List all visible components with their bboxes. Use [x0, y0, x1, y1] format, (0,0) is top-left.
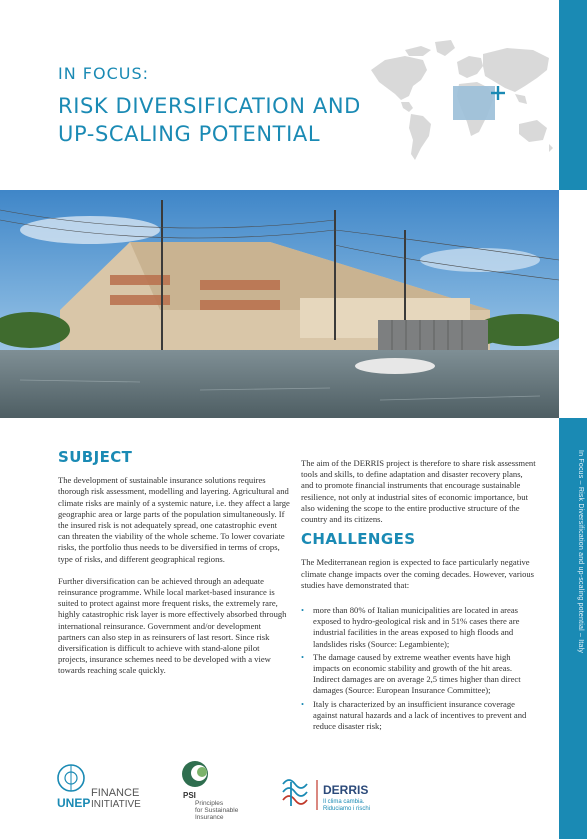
- list-item: • more than 80% of Italian municipalities are located in areas exposed to hydro-geological risk and in 51% cases there are industrial facilities in the areas exposed to high floods and landslides risks (Source: Legambiente);: [301, 605, 536, 650]
- right-column: [301, 458, 536, 734]
- kicker: IN FOCUS:: [58, 64, 149, 83]
- challenges-list: [301, 605, 536, 732]
- partner-logos: [55, 760, 555, 820]
- world-map-icon: [365, 36, 555, 166]
- challenges-intro: The Mediterranean region is expected to face particularly negative climate change impacts over the coming decades. However, various studies have demonstrated that:: [301, 557, 535, 590]
- initiative-label: INITIATIVE: [91, 799, 141, 810]
- derris-label: DERRIS: [323, 783, 369, 797]
- subject-paragraph-2: Further diversification can be achieved through an adequate reinsurance programme. While local market-based insurance is suited to protect against more frequent risks, the extremely rare, highly catastrophic risk layer is more effectively absorbed through international reinsurance. Government and/or development partners can also step in as reinsurers of last resort. Since risk diversification is difficult to achieve with stand-alone pilot projects, insurance schemes need to be developed with a view towards reaching scale quickly.: [58, 575, 287, 676]
- sidebar-top-band: [559, 0, 587, 190]
- subject-heading: SUBJECT: [58, 448, 133, 466]
- derris-tagline-1: Il clima cambia.: [323, 799, 365, 805]
- psi-for-sustainable-label: for Sustainable: [195, 807, 239, 814]
- aim-paragraph: The aim of the DERRIS project is therefore to share risk assessment tools and skills, to define adaptation and disaster recovery plans, and to promote financial instruments that encourage sustainable resilience, not only at industrial sites of economic importance, but also widening the scope to the entire productive structure of the country and its citizens.: [301, 458, 536, 525]
- subject-section: [58, 448, 290, 688]
- psi-emblem-icon: [182, 761, 208, 787]
- subject-paragraph-1: The development of sustainable insurance solutions requires thorough risk assessment, modelling and layering. Agricultural and climate risks are mainly of a systemic nature, i.e. they affect a large geographic area or large parts of the population simultaneously. If the insured risk is not adequately spread, one catastrophic event can threaten the viability of the whole scheme. To lower covariate risks, the portfolio thus needs to be diversified in terms of crops, type of risks, and different geographical regions.: [58, 475, 290, 564]
- list-item: • Italy is characterized by an insufficient insurance coverage against natural hazards and a lack of incentives to prevent and reduce disaster risk;: [301, 699, 536, 733]
- finance-label: FINANCE: [91, 787, 140, 799]
- unep-emblem-icon: [58, 765, 84, 791]
- psi-insurance-label: Insurance: [195, 814, 224, 820]
- page-title: RISK DIVERSIFICATION AND UP-SCALING POTENTIAL: [58, 94, 361, 146]
- derris-tagline-2: Riduciamo i rischi: [323, 806, 371, 812]
- sidebar-running-title: In Focus – Risk Diversification and up-scaling potential – Italy: [577, 450, 584, 654]
- derris-emblem-icon: [283, 780, 307, 806]
- unep-label: UNEP: [57, 796, 91, 810]
- challenges-heading: CHALLENGES: [301, 530, 416, 549]
- psi-label: PSI: [183, 791, 196, 800]
- flooded-factory-photo: [0, 190, 559, 418]
- psi-principles-label: Principles: [195, 800, 224, 807]
- list-item: • The damage caused by extreme weather events have high impacts on economic stability and growth of the hit areas. Indirect damages are on average 2,5 times higher than direct damages (Source: European Insurance Committee);: [301, 652, 536, 697]
